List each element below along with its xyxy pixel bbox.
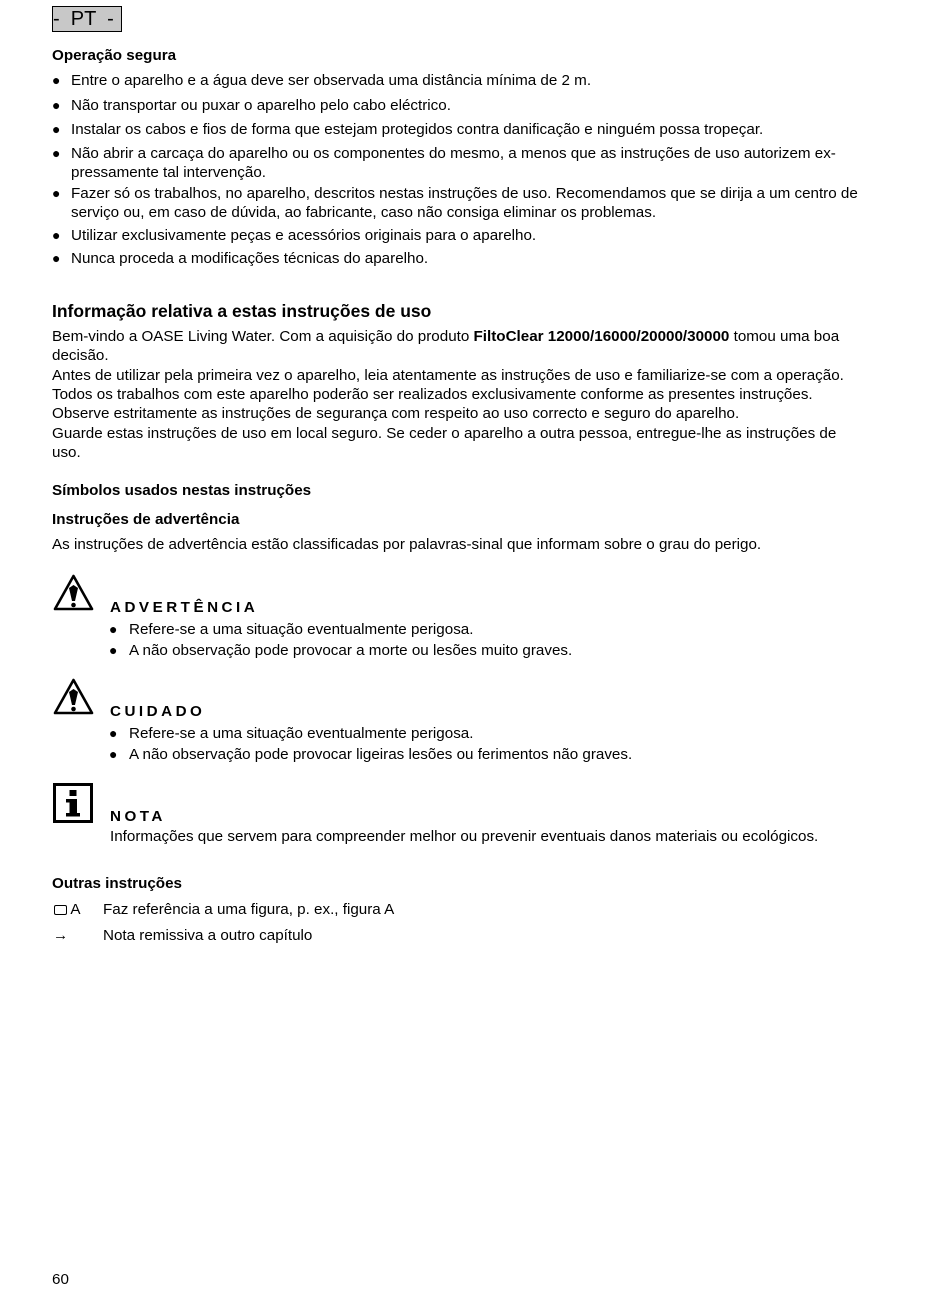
signal-word-note: NOTA [110,808,166,825]
section-title-symbols: Símbolos usados nestas instruções [52,482,312,499]
list-item: ● Fazer só os trabalhos, no aparelho, descritos nestas instruções de uso. Recomendamos que se dirija a um centro de serviço ou, em caso de dúvida, ao fabricante, caso não consiga eliminar os problemas. [52,185,858,221]
signal-word-caution: CUIDADO [110,703,206,720]
list-item: ● A não observação pode provocar ligeiras lesões ou ferimentos não graves. [109,746,633,763]
paragraph: Observe estritamente as instruções de segurança com respeito ao uso correcto e seguro do aparelho. [52,405,740,422]
warning-triangle-icon [53,574,94,612]
list-item: ● Entre o aparelho e a água deve ser observada uma distância mínima de 2 m. [52,72,592,89]
warning-triangle-icon [53,678,94,716]
page-number: 60 [52,1271,69,1288]
note-text: Informações que servem para compreender melhor ou prevenir eventuais danos materiais ou ecológicos. [110,828,819,845]
section-title-info: Informação relativa a estas instruções de uso [52,301,432,321]
bullet-icon: ● [52,250,61,266]
bullet-icon: ● [52,145,61,161]
chapter-reference-text: Nota remissiva a outro capítulo [103,927,313,944]
info-icon [53,783,93,823]
product-name: FiltoClear 12000/16000/20000/30000 [473,328,730,345]
list-item: ● Nunca proceda a modificações técnicas do aparelho. [52,250,429,267]
bullet-icon: ● [52,97,61,113]
list-item: ● Não transportar ou puxar o aparelho pelo cabo eléctrico. [52,97,451,114]
figure-reference-text: Faz referência a uma figura, p. ex., figura A [103,901,395,918]
paragraph: Antes de utilizar pela primeira vez o aparelho, leia atentamente as instruções de uso e familiarize-se com a operação. Todos os trabalhos com este aparelho poderão ser realizados exclusivamente conforme as presentes instruções. [52,367,844,403]
signal-word-warning: ADVERTÊNCIA [110,599,259,616]
list-item: ● Refere-se a uma situação eventualmente perigosa. [109,725,474,742]
bullet-icon: ● [52,72,61,88]
intro-paragraph: Bem-vindo a OASE Living Water. Com a aquisição do produto FiltoClear 12000/16000/20000/30000 tomou uma boa decisão. [52,328,840,364]
bullet-icon: ● [109,621,118,637]
subsection-title-warnings: Instruções de advertência [52,511,240,528]
paragraph: As instruções de advertência estão classificadas por palavras-sinal que informam sobre o grau do perigo. [52,536,762,553]
list-item: ● Não abrir a carcaça do aparelho ou os componentes do mesmo, a menos que as instruções de uso autorizem ex- pressamente tal intervenção. [52,145,836,181]
figure-reference-symbol: A [54,900,81,919]
bullet-icon: ● [52,121,61,137]
list-item: ● A não observação pode provocar a morte ou lesões muito graves. [109,642,573,659]
section-title-other: Outras instruções [52,875,182,892]
bullet-icon: ● [109,642,118,658]
list-item: ● Refere-se a uma situação eventualmente perigosa. [109,621,474,638]
figure-box-icon [54,905,67,915]
arrow-right-icon: → [53,927,69,944]
bullet-icon: ● [52,185,61,201]
paragraph: Guarde estas instruções de uso em local seguro. Se ceder o aparelho a outra pessoa, entregue-lhe as instruções de uso. [52,425,837,461]
bullet-icon: ● [109,746,118,762]
list-item: ● Instalar os cabos e fios de forma que estejam protegidos contra danificação e ninguém possa tropeçar. [52,121,764,138]
bullet-icon: ● [109,725,118,741]
bullet-icon: ● [52,227,61,243]
section-title-safe-operation: Operação segura [52,47,177,64]
language-tag: - PT - [52,6,122,32]
list-item: ● Utilizar exclusivamente peças e acessórios originais para o aparelho. [52,227,537,244]
